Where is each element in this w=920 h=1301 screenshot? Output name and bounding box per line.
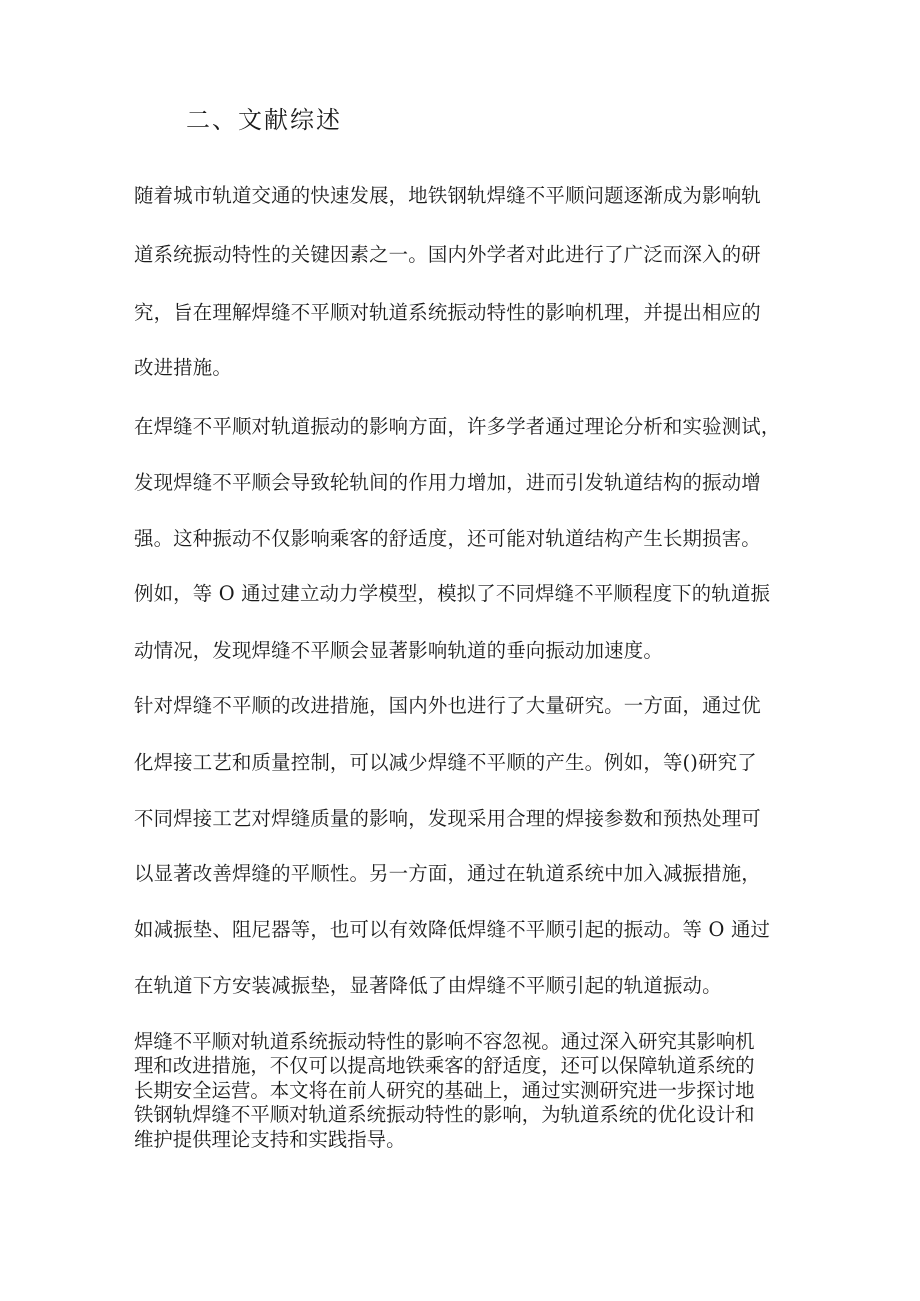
paragraph-line: 在轨道下方安装减振垫，显著降低了由焊缝不平顺引起的轨道振动。 [134, 974, 722, 997]
paragraph-line: 焊缝不平顺对轨道系统振动特性的影响不容忽视。通过深入研究其影响机 [134, 1030, 755, 1053]
paragraph-line: 发现焊缝不平顺会导致轮轨间的作用力增加，进而引发轨道结构的振动增 [134, 471, 761, 494]
paragraph-line: 改进措施。 [134, 356, 232, 379]
paragraph-line: 在焊缝不平顺对轨道振动的影响方面，许多学者通过理论分析和实验测试， [134, 415, 781, 438]
paragraph-line: 究，旨在理解焊缝不平顺对轨道系统振动特性的影响机理，并提出相应的 [134, 301, 761, 324]
paragraph-line: 不同焊接工艺对焊缝质量的影响，发现采用合理的焊接参数和预热处理可 [134, 807, 761, 830]
section-heading: 二、文献综述 [186, 106, 342, 134]
paragraph-line: 维护提供理论支持和实践指导。 [134, 1127, 406, 1151]
paragraph-line: 以显著改善焊缝的平顺性。另一方面，通过在轨道系统中加入减振措施， [134, 862, 761, 885]
paragraph-line: 针对焊缝不平顺的改进措施，国内外也进行了大量研究。一方面，通过优 [134, 694, 761, 717]
paragraph-line: 理和改进措施，不仅可以提高地铁乘客的舒适度，还可以保障轨道系统的 [134, 1054, 755, 1078]
paragraph-line: 铁钢轨焊缝不平顺对轨道系统振动特性的影响，为轨道系统的优化设计和 [134, 1103, 755, 1127]
paragraph-line: 动情况，发现焊缝不平顺会显著影响轨道的垂向振动加速度。 [134, 639, 663, 662]
paragraph-4 [134, 1030, 794, 1152]
paragraph-line: 随着城市轨道交通的快速发展，地铁钢轨焊缝不平顺问题逐渐成为影响轨 [134, 184, 761, 207]
paragraph-line: 道系统振动特性的关键因素之一。国内外学者对此进行了广泛而深入的研 [134, 243, 761, 266]
paragraph-line: 如减振垫、阻尼器等，也可以有效降低焊缝不平顺引起的振动。等 O 通过 [134, 918, 771, 941]
paragraph-line: 强。这种振动不仅影响乘客的舒适度，还可能对轨道结构产生长期损害。 [134, 527, 761, 550]
paragraph-line: 化焊接工艺和质量控制，可以减少焊缝不平顺的产生。例如，等()研究了 [134, 751, 757, 774]
paragraph-line: 例如，等 O 通过建立动力学模型，模拟了不同焊缝不平顺程度下的轨道振 [134, 582, 771, 605]
paragraph-line: 长期安全运营。本文将在前人研究的基础上，通过实测研究进一步探讨地 [134, 1078, 755, 1102]
